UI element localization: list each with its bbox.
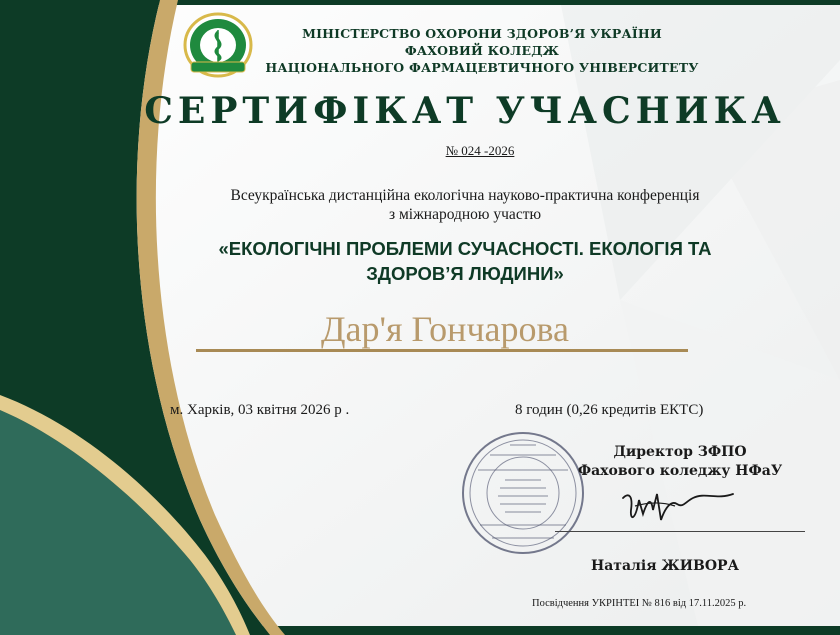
university-name: НАЦІОНАЛЬНОГО ФАРМАЦЕВТИЧНОГО УНІВЕРСИТЕТУ xyxy=(265,60,699,75)
event-description-line1: Всеукраїнська дистанційна екологічна науково-практична конференція xyxy=(230,187,700,204)
college-name: ФАХОВИЙ КОЛЕДЖ xyxy=(404,43,560,58)
signature-line xyxy=(555,531,805,532)
signer-name: Наталія ЖИВОРА xyxy=(590,558,739,574)
director-title-line2: Фахового коледжу НФаУ xyxy=(577,463,783,479)
certificate-title: СЕРТИФІКАТ УЧАСНИКА xyxy=(144,90,786,132)
college-logo-icon xyxy=(183,12,253,78)
director-title-line1: Директор ЗФПО xyxy=(613,444,747,460)
participant-name-underline xyxy=(196,349,688,352)
registration-note: Посвідчення УКРІНТЕІ № 816 від 17.11.2025 р. xyxy=(532,598,747,609)
handwritten-signature-icon xyxy=(615,480,745,530)
certificate-number: № 024 -2026 xyxy=(445,143,515,158)
participant-name: Дар'я Гончарова xyxy=(320,309,570,349)
event-title-line2: ЗДОРОВ’Я ЛЮДИНИ» xyxy=(366,263,564,284)
place-and-date: м. Харків, 03 квітня 2026 р . xyxy=(170,402,350,418)
event-description-line2: з міжнародною участю xyxy=(388,206,542,223)
event-title-line1: «ЕКОЛОГІЧНІ ПРОБЛЕМИ СУЧАСНОСТІ. ЕКОЛОГІЯ ТА xyxy=(218,238,712,259)
ministry-name: МІНІСТЕРСТВО ОХОРОНИ ЗДОРОВ’Я УКРАЇНИ xyxy=(302,26,662,41)
hours-credits: 8 годин (0,26 кредитів ЕКТС) xyxy=(515,402,704,418)
